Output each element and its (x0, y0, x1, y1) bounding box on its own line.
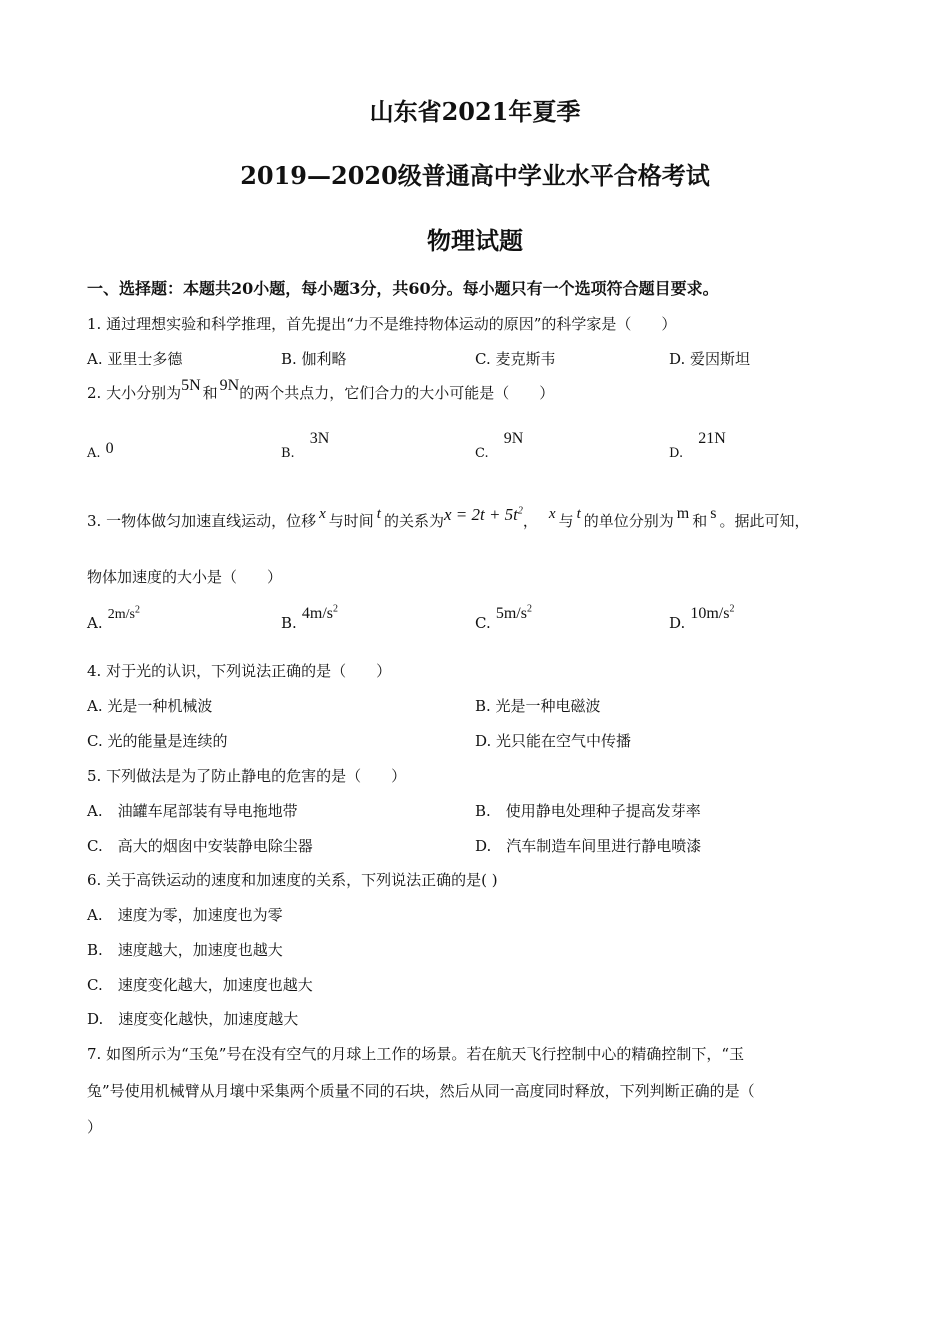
question-2-and: 和 (202, 384, 218, 402)
force-1: 5N (181, 377, 201, 394)
unit-s: s (710, 505, 717, 522)
force-2: 9N (219, 377, 240, 394)
question-6-option-b: B. 速度越大，加速度也越大 (87, 941, 283, 959)
question-4-option-d: D. 光只能在空气中传播 (475, 732, 632, 750)
question-5-option-d: D. 汽车制造车间里进行静电喷漆 (475, 837, 702, 855)
question-2-post: 的两个共点力，它们合力的大小可能是（ ） (239, 384, 555, 402)
var-x: x (319, 506, 326, 522)
question-4-option-a: A. 光是一种机械波 (87, 697, 213, 715)
question-4-stem: 4. 对于光的认识，下列说法正确的是（ ） (87, 662, 392, 680)
question-3-option-d: D. $10m/s^2$ (669, 603, 735, 632)
question-5-stem: 5. 下列做法是为了防止静电的危害的是（ ） (87, 767, 407, 785)
question-6-option-a: A. 速度为零，加速度也为零 (87, 906, 283, 924)
question-2-option-b: B. 3N (281, 430, 330, 461)
question-1-option-c: C. 麦克斯韦 (475, 350, 556, 368)
question-2-pre: 2. 大小分别为 (87, 384, 182, 402)
question-1-stem: 1. 通过理想实验和科学推理，首先提出“力不是维持物体运动的原因”的科学家是（ ） (87, 315, 677, 333)
question-6-stem: 6. 关于高铁运动的速度和加速度的关系，下列说法正确的是( ) (87, 871, 498, 889)
exam-title-line2: 2019—2020级普通高中学业水平合格考试 (240, 161, 710, 190)
question-4-option-c: C. 光的能量是连续的 (87, 732, 228, 750)
question-3-option-b: B. $4m/s^2$ (281, 603, 339, 632)
var-t: t (376, 506, 381, 522)
question-7-stem-line1: 7. 如图所示为“玉兔”号在没有空气的月球上工作的场景。若在航天飞行控制中心的精确控制下，“玉 (87, 1045, 745, 1063)
question-2-stem (87, 377, 555, 403)
question-2-option-c: C. 9N (475, 430, 524, 461)
question-3-option-a: A. $2m/s^2$ (87, 604, 140, 632)
question-7-stem-line2: 兔”号使用机械臂从月壤中采集两个质量不同的石块，然后从同一高度同时释放，下列判断正确的是（ (87, 1082, 755, 1100)
exam-title-line1: 山东省2021年夏季 (369, 97, 581, 126)
question-3-stem: 3. 一物体做匀加速直线运动，位移 x 与时间 t 的关系为$x = 2t + 5t^2$， x 与 t 的单位分别为 m 和 s 。据此可知， (87, 505, 810, 530)
question-5-option-b: B. 使用静电处理种子提高发芽率 (475, 802, 701, 820)
unit-m: m (676, 505, 690, 522)
exam-subject-title: 物理试题 (427, 226, 523, 255)
question-1-option-a: A. 亚里士多德 (87, 350, 183, 368)
section-header: 一、选择题：本题共20小题，每小题3分，共60分。每小题只有一个选项符合题目要求。 (87, 279, 719, 298)
question-3-stem-line2: 物体加速度的大小是（ ） (87, 568, 283, 586)
question-4-option-b: B. 光是一种电磁波 (475, 697, 601, 715)
question-1-option-d: D. 爱因斯坦 (669, 350, 751, 368)
question-2-option-d: D. 21N (669, 430, 726, 461)
equation: $x = 2t + 5t^2$ (443, 505, 523, 524)
question-2-option-a: A. 0 (87, 440, 114, 461)
question-1-option-b: B. 伽利略 (281, 350, 347, 368)
question-5-option-a: A. 油罐车尾部装有导电拖地带 (87, 802, 298, 820)
question-5-option-c: C. 高大的烟囱中安装静电除尘器 (87, 837, 313, 855)
question-7-stem-line3: ） (87, 1118, 103, 1136)
question-6-option-c: C. 速度变化越大，加速度也越大 (87, 976, 313, 994)
question-3-option-c: C. $5m/s^2$ (475, 603, 532, 632)
question-6-option-d: D. 速度变化越快，加速度越大 (87, 1010, 299, 1028)
